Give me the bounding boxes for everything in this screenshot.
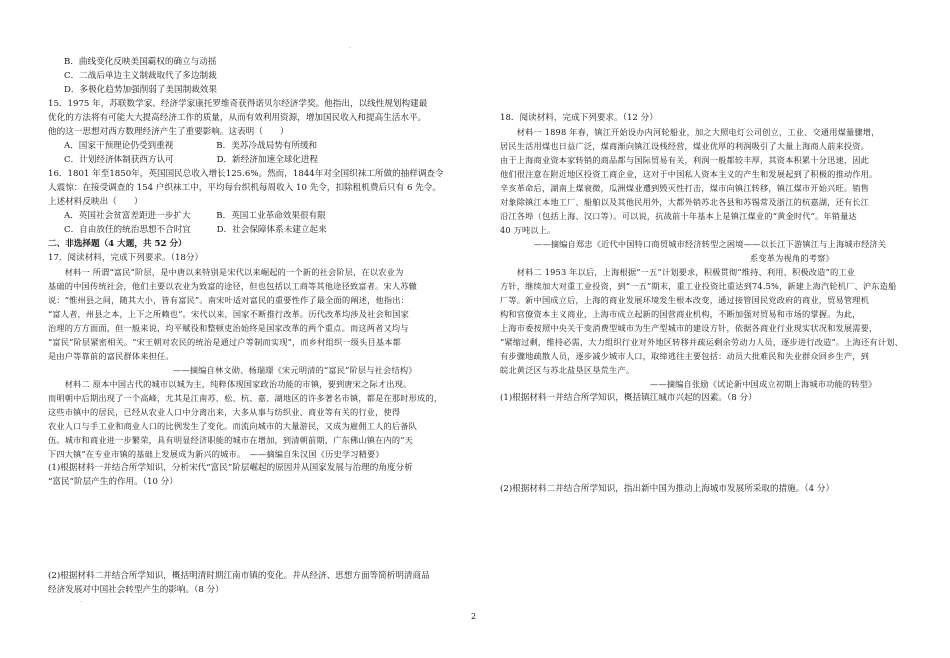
q16-stem-1: 16．1801 年至1850年，英国国民总收入增长125.6%。然而，1844年对全国织袜工所做的抽样调查令: [48, 169, 444, 179]
q18-material1-line3: 由于上海商业资本家转销的商品都与国际贸易有关，利润一般都较丰厚，其资本积累十分迅速，因此: [500, 155, 870, 165]
q17-material1-line3: 说：“惟州县之间，随其大小，皆有富民”。南宋叶适对富民的重要性作了最全面的阐述，他指出：: [48, 295, 410, 305]
q18-part2: (2)根据材料二并结合所学知识，指出新中国为推动上海城市发展所采取的措施。（4 分）: [500, 484, 835, 494]
q18-material2-line2: 方针，继续加大对重工业投资，到“一五”期末，重工业投资比重达到74.5%，新建上海汽轮机厂、沪东造船: [500, 281, 897, 291]
bottom-dot: .: [80, 597, 82, 604]
q16-stem-3: 上述材料反映出（ ）: [48, 197, 143, 207]
q18-material1-line1: 材料一 1898 年春，镇江开始设办内河轮船业，加之大照电灯公司创立，工业、交通用煤量骤增，: [500, 127, 880, 137]
q18-material1-source-2: 系变革为视角的考察》: [750, 253, 834, 263]
q18-material2-line8: 皖北黄泛区与苏北盐垦区垦荒生产。: [500, 365, 635, 375]
q16-stem-2: 人震惊：在接受调查的 154 户织袜工中，平均每台织机每周收入 10 先令，扣除租机费后只有 6 先令。: [48, 183, 441, 193]
q18-material1-source-1: ——摘编自郑忠《近代中国特口商贸城市经济转型之困境——以长江下游镇江与上海城市经济关: [534, 239, 887, 249]
q18-material1-line7: 沿江各埠（包括上海、汉口等）。可以说，抗战前十年基本上是镇江煤业的“黄金时代”。年销量达: [500, 211, 857, 221]
page-number: 2: [471, 612, 477, 621]
q15-stem-1: 15．1975 年，苏联数学家、经济学家康托罗维奇获得诺贝尔经济学奖。他指出，以线性规划构建最: [48, 99, 428, 109]
q17-part2-line2: 经济发展对中国社会转型产生的影响。（8 分）: [48, 585, 224, 595]
q17-material1-line1: 材料一 所谓“富民”阶层，是中唐以来特别是宋代以来崛起的一个新的社会阶层，在以农业为: [48, 267, 404, 277]
q18-material2-line7: 有步骤地疏散人员，逐步减少城市人口，取缔逃往主要包括：动员大批难民和失业群众回乡生产，到: [500, 351, 870, 361]
q17-part1-line1: (1)根据材料一并结合所学知识，分析宋代“富民”阶层崛起的原因并从国家发展与治理的角度分析: [48, 463, 413, 473]
q15-stem-2: 优化的方法将有可能大大提高经济工作的质量，从而有效利用资源，增加国民收入和提高生活水平。: [48, 113, 427, 123]
section-two-heading: 二、非选择题（4 大题，共 52 分）: [48, 239, 187, 249]
q14-option-d: D．多极化趋势加强削弱了美国制裁效果: [64, 85, 217, 95]
q18-part1: (1)根据材料一并结合所学知识，概括镇江城市兴起的因素。（8 分）: [500, 393, 757, 403]
q15-options-cd: C．计划经济体制获西方认可 D．新经济加速全球化进程: [64, 155, 319, 165]
q18-material2-source: ——摘编自张励《试论新中国成立初期上海城市功能的转型》: [650, 379, 877, 389]
q18-material1-line2: 居民生活用煤也日益广泛，煤商渐向镇江设栈经营，煤业优厚的利润吸引了大量上海商人前来投资。: [500, 141, 870, 151]
q16-options-ab: A．英国社会贫富差距进一步扩大 B．英国工业革命效果很有限: [64, 211, 326, 221]
q18-material1-line6: 对象除镇江本地工厂、船舶以及其他民用外，大都外销苏北各县和苏锡常及浙江的杭嘉湖，还有长江: [500, 197, 870, 207]
q18-material2-line5: 上海市委按照中央关于变消费型城市为生产型城市的建设方针，依据各商业行业现实状况和发展需要，: [500, 323, 878, 333]
q18-material2-line3: 厂等。新中国成立后，上海的商业发展环境发生根本改变，通过接管国民党政府的商业，贸易管理机: [500, 295, 870, 305]
q14-option-c: C．二战后单边主义制裁取代了多边制裁: [64, 71, 217, 81]
q17-material1-line4: “富人者，州县之本，上下之所赖也”。宋代以来，国家不断推行改革。历代改革均涉及社会和国家: [48, 309, 410, 319]
q17-material1-line6: “富民”阶层紧密相关。“宋王朝对农民的统治是通过户等制而实现”，而乡村组织一级头目基本都: [48, 337, 402, 347]
q17-part2-line1: (2)根据材料二并结合所学知识，概括明清时期江南市镇的变化。并从经济、思想方面等简析明清商品: [48, 571, 430, 581]
q16-options-cd: C．自由放任的统治思想不合时宜 D．社会保障体系未建立起来: [64, 225, 327, 235]
q17-material2-line2: 而明朝中后期出现了一个高峰，尤其是江南苏、松、杭、嘉、湖地区的许多著名市镇，都是在那时形成的，: [48, 393, 443, 403]
q17-material2-line4: 农业人口与手工业和商业人口的比例发生了变化。而流向城市的大量游民，又成为雇佣工人的后备队: [48, 421, 418, 431]
q18-material1-line5: 辛亥革命后，湖南上煤衰微，瓜洲煤业遭到毁灭性打击，煤市向镇江转移，镇江煤市开始兴旺。销售: [500, 183, 870, 193]
top-dot: .: [349, 43, 351, 50]
q14-option-b: B．曲线变化反映美国霸权的确立与动摇: [64, 57, 217, 67]
q17-material2-line1: 材料二 原本中国古代的城市以城为主，纯粹体现国家政治功能的市镇，要到唐宋之际才出现。: [48, 379, 412, 389]
q18-material2-line1: 材料二 1953 年以后，上海根据“一五”计划要求，积极贯彻“维持、利用、积极改造”的工业: [500, 267, 856, 277]
q17-material2-line6: 下四大镇”在专业市镇的基础上发展成为新兴的城市。 ——摘编自朱汉国《历史学习精要》: [48, 449, 384, 459]
q15-stem-3: 他的这一思想对西方数理经济产生了重要影响。这表明（ ）: [48, 127, 289, 137]
q17-stem: 17．阅读材料，完成下列要求。（18分）: [48, 253, 204, 263]
q18-material1-line4: 他们很注意在附近地区投资工商企业，这对于中国私人资本主义的产生和发展起到了积极的推动作用。: [500, 169, 878, 179]
q18-material1-line8: 40 万吨以上。: [500, 225, 556, 235]
q18-material2-line4: 构和官僚资本主义商业，上海市成立起新的国营商业机构，不断加强对贸易和市场的掌握。为此，: [500, 309, 861, 319]
q18-stem: 18．阅读材料，完成下列要求。（12 分）: [500, 113, 658, 123]
q18-material2-line6: “紧缩过剩，维持必需，大力组织行业对外地区转移并疏运剩余劳动力人员，逐步进行改造”。上海还有计划、: [500, 337, 903, 347]
q17-material2-line5: 伍。城市和商业进一步繁荣，具有明显经济职能的城市在增加，到清朝前期，广东佛山镇在内的“天: [48, 435, 414, 445]
q17-material2-line3: 这些市镇中的居民，已经从农业人口中分离出来，大多从事与纺织业、商业等有关的行业，使得: [48, 407, 401, 417]
q17-material1-source: ——摘编自林文勋、杨瑞璟《宋元明清的“富民”阶层与社会结构》: [173, 365, 417, 375]
q15-options-ab: A．国家干预理论仍受到重视 B．美苏冷战局势有所缓和: [64, 141, 318, 151]
q17-part1-line2: “富民”阶层产生的作用。（10 分）: [48, 477, 178, 487]
q17-material1-line7: 是由户等靠前的富民群体来担任。: [48, 351, 174, 361]
q17-material1-line2: 基础的中国传统社会，他们主要以农业为致富的途径，但也包括以工商等其他途径致富者。宋人苏辙: [48, 281, 418, 291]
q17-material1-line5: 治理的方方面面，但一般来说，均平赋役和整顿吏治始终是国家改革的两个重点。而这两者又均与: [48, 323, 409, 333]
